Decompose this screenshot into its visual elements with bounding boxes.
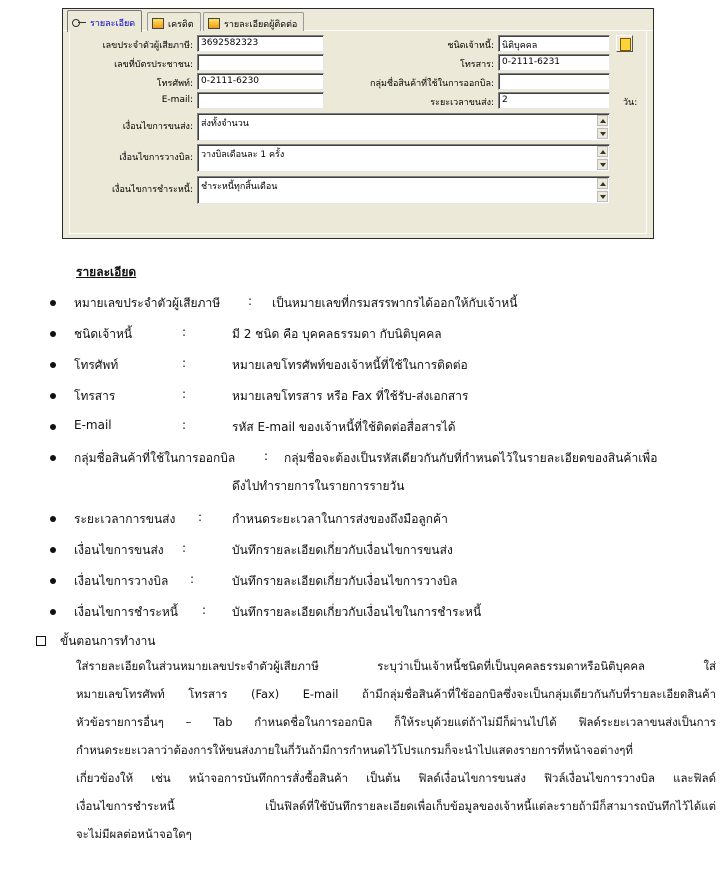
scroll-up-icon[interactable]	[597, 178, 608, 189]
billing-terms-textarea[interactable]	[197, 144, 610, 172]
delivery-terms-value: ส่งทั้งจำนวน	[201, 119, 249, 129]
item-term: เงื่อนไขการขนส่ง	[74, 543, 164, 557]
item-colon: :	[182, 387, 187, 401]
payment-terms-label: เงื่อนไขการชำระหนี้:	[112, 185, 193, 195]
tab-credit[interactable]	[147, 12, 201, 31]
phone-field[interactable]: 0-2111-6230	[197, 73, 324, 90]
item-colon: :	[202, 603, 207, 617]
item-desc: บันทึกรายละเอียดเกี่ยวกับเงื่อนไขการขนส่ง	[232, 543, 453, 557]
lead-time-field[interactable]: 2	[498, 92, 610, 109]
item-term: ชนิดเจ้าหนี้	[74, 327, 133, 341]
bullet-icon	[50, 547, 56, 553]
item-colon: :	[182, 325, 187, 339]
tab-label: รายละเอียด	[90, 19, 136, 29]
checkbox-bullet-icon	[36, 636, 46, 646]
email-label: E-mail:	[161, 95, 193, 105]
list-item	[50, 387, 710, 405]
bullet-icon	[50, 300, 56, 306]
tab-bar	[63, 9, 653, 31]
list-item	[50, 541, 710, 559]
item-colon: :	[264, 449, 269, 463]
billing-terms-value: วางบิลเดือนละ 1 ครั้ง	[201, 150, 285, 160]
fax-field[interactable]: 0-2111-6231	[498, 54, 610, 71]
item-desc: มี 2 ชนิด คือ บุคคลธรรมดา กับนิติบุคคล	[232, 327, 442, 341]
item-desc: หมายเลขโทรสาร หรือ Fax ที่ใช้รับ-ส่งเอกสาร	[232, 389, 469, 403]
folder-icon	[208, 18, 220, 29]
bullet-icon	[50, 424, 56, 430]
paragraph-line: ใส่รายละเอียดในส่วนหมายเลขประจำตัวผู้เสียภาษี ระบุว่าเป็นเจ้าหนี้ชนิดที่เป็นบุคคลธรรมดาหรือนิติบุคคล ใส่	[76, 659, 716, 673]
bullet-icon	[50, 331, 56, 337]
creditor-type-select[interactable]: นิติบุคคล	[498, 35, 610, 52]
item-colon: :	[182, 356, 187, 370]
key-icon	[72, 19, 86, 27]
tax-id-field[interactable]: 3692582323	[197, 35, 324, 52]
paragraph-line: จะไม่มีผลต่อหน้าจอใดๆ	[76, 827, 192, 841]
item-desc: บันทึกรายละเอียดเกี่ยวกับเงื่อนไขการวางบิล	[232, 574, 458, 588]
citizen-id-field[interactable]	[197, 54, 324, 71]
tab-details[interactable]	[67, 10, 142, 32]
section-title: ขั้นตอนการทำงาน	[60, 634, 156, 648]
item-term: ระยะเวลาการขนส่ง	[74, 512, 176, 526]
scrollbar[interactable]	[597, 178, 608, 202]
scrollbar[interactable]	[597, 115, 608, 139]
lead-time-unit: วัน:	[623, 98, 638, 108]
tab-label: รายละเอียดผู้ติดต่อ	[224, 19, 298, 30]
citizen-id-label: เลขที่บัตรประชาชน:	[114, 60, 193, 70]
payment-terms-textarea[interactable]	[197, 176, 610, 204]
tax-id-label: เลขประจำตัวผู้เสียภาษี:	[102, 41, 193, 51]
item-colon: :	[248, 294, 253, 308]
lead-time-label: ระยะเวลาขนส่ง:	[430, 98, 494, 108]
list-item	[50, 449, 710, 467]
list-item	[50, 325, 710, 343]
scroll-down-icon[interactable]	[597, 128, 608, 139]
item-colon: :	[182, 541, 187, 555]
paragraph-line: เกี่ยวข้องให้ เช่น หน้าจอการบันทึกการสั่งซื้อสินค้า เป็นต้น ฟิลด์เงื่อนไขการขนส่ง ฟิวล์เงื่อนไขการวางบิล และฟิลด์	[76, 771, 716, 785]
item-desc: เป็นหมายเลขที่กรมสรรพากรได้ออกให้กับเจ้าหนี้	[272, 296, 518, 310]
item-term: E-mail	[74, 418, 112, 432]
billing-terms-label: เงื่อนไขการวางบิล:	[119, 153, 193, 163]
payment-terms-value: ชำระหนี้ทุกสิ้นเดือน	[201, 182, 278, 192]
tab-contact-details[interactable]	[203, 12, 304, 31]
item-colon: :	[182, 418, 187, 432]
delivery-terms-textarea[interactable]	[197, 113, 610, 141]
item-term: โทรสาร	[74, 389, 116, 403]
phone-label: โทรศัพท์:	[156, 79, 193, 89]
item-term: เงื่อนไขการชำระหนี้	[74, 605, 178, 619]
fax-label: โทรสาร:	[459, 60, 494, 70]
creditor-type-label: ชนิดเจ้าหนี้:	[447, 41, 494, 51]
item-desc: กำหนดระยะเวลาในการส่งของถึงมือลูกค้า	[232, 512, 448, 526]
delivery-terms-label: เงื่อนไขการขนส่ง:	[122, 122, 193, 132]
tab-label: เครดิต	[168, 19, 194, 30]
item-desc: รหัส E-mail ของเจ้าหนี้ที่ใช้ติดต่อสื่อสารได้	[232, 420, 456, 434]
scroll-down-icon[interactable]	[597, 159, 608, 170]
item-term: หมายเลขประจำตัวผู้เสียภาษี	[74, 296, 221, 310]
bullet-icon	[50, 609, 56, 615]
item-colon: :	[198, 510, 203, 524]
creditor-form-screenshot	[62, 8, 654, 239]
list-item	[50, 294, 710, 312]
item-term: เงื่อนไขการวางบิล	[74, 574, 169, 588]
folder-icon	[152, 18, 164, 29]
scroll-down-icon[interactable]	[597, 191, 608, 202]
bullet-icon	[50, 516, 56, 522]
paragraph-line: หมายเลขโทรศัพท์ โทรสาร (Fax) E-mail ถ้ามีกลุ่มชื่อสินค้าที่ใช้ออกบิลซึ่งจะเป็นกลุ่มเดียวกันกับที่รายละเอียดสินค้า	[76, 687, 716, 701]
item-desc: หมายเลขโทรศัพท์ของเจ้าหนี้ที่ใช้ในการติดต่อ	[232, 358, 468, 372]
bullet-icon	[50, 578, 56, 584]
item-colon: :	[190, 572, 195, 586]
paragraph-line: หัวข้อรายการอื่นๆ – Tab กำหนดชื่อในการออกบิล ก็ให้ระบุด้วยแต่ถ้าไม่มีก็ผ่านไปได้ ฟิลด์ระยะเวลาขนส่งเป็นการ	[76, 715, 716, 729]
item-term: โทรศัพท์	[74, 358, 119, 372]
email-field[interactable]	[197, 92, 324, 109]
scroll-up-icon[interactable]	[597, 146, 608, 157]
lookup-button[interactable]	[616, 35, 633, 52]
bullet-icon	[50, 362, 56, 368]
list-item	[50, 510, 710, 528]
scrollbar[interactable]	[597, 146, 608, 170]
paragraph-line: กำหนดระยะเวลาว่าต้องการให้ขนส่งภายในกี่วันถ้ามีการกำหนดไว้โปรแกรมก็จะนำไปแสดงรายการที่หน้าจอต่างๆที่	[76, 743, 633, 757]
paragraph-line: เงื่อนไขการชำระหนี้ เป็นฟิลด์ที่ใช้บันทึกรายละเอียดเพื่อเก็บข้อมูลของเจ้าหนี้แต่ละรายถ้ามีก็สามารถบันทึกไว้ได้แต่	[76, 799, 716, 813]
bullet-icon	[50, 393, 56, 399]
product-group-field[interactable]	[498, 73, 610, 90]
list-item	[50, 603, 710, 621]
list-item	[50, 418, 710, 436]
item-continuation: ดึงไปทำรายการในรายการรายวัน	[232, 479, 405, 493]
item-desc: บันทึกรายละเอียดเกี่ยวกับเงื่อนไขในการชำระหนี้	[232, 605, 482, 619]
details-heading: รายละเอียด	[76, 265, 137, 279]
list-item	[50, 572, 710, 590]
item-term: กลุ่มชื่อสินค้าที่ใช้ในการออกบิล	[74, 451, 236, 465]
product-group-label: กลุ่มชื่อสินค้าที่ใช้ในการออกบิล:	[370, 79, 494, 89]
item-desc: กลุ่มชื่อจะต้องเป็นรหัสเดียวกันกับที่กำหนดไว้ในรายละเอียดของสินค้าเพื่อ	[284, 451, 658, 465]
scroll-up-icon[interactable]	[597, 115, 608, 126]
list-item	[50, 356, 710, 374]
bullet-icon	[50, 455, 56, 461]
